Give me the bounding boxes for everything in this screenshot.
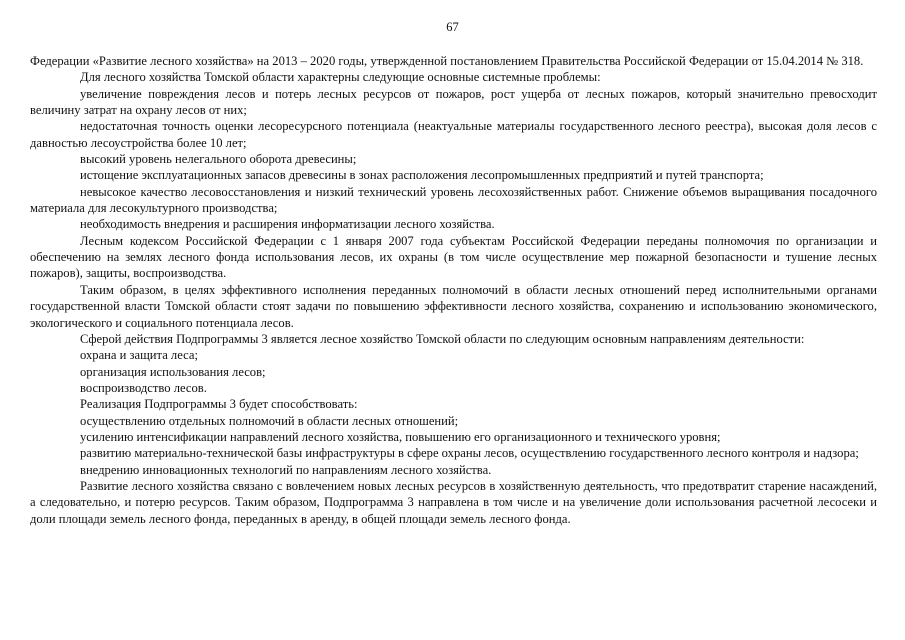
paragraph-forest-code: Лесным кодексом Российской Федерации с 1 января 2007 года субъектам Российской Федерации переданы полномочия по организации и обеспечению на землях лесного фонда использования лесов, их охраны (в том числе осуществление мер пожарной безопасности и тушение лесных пожаров), защиты, воспроизводства. xyxy=(30,233,877,281)
document-body xyxy=(30,53,877,527)
paragraph-continuation: Федерации «Развитие лесного хозяйства» на 2013 – 2020 годы, утвержденной постановлением Правительства Российской Федерации от 15.04.2014 № 318. xyxy=(30,54,864,68)
paragraph-implementation-intro: Реализация Подпрограммы 3 будет способствовать: xyxy=(80,397,358,412)
list-item-effect-intensification: усилению интенсификации направлений лесного хозяйства, повышению его организационного и технического уровня; xyxy=(80,429,721,444)
list-item-effect-innovation: внедрению инновационных технологий по направлениям лесного хозяйства. xyxy=(80,462,492,477)
list-item-direction-reproduction: воспроизводство лесов. xyxy=(80,380,207,395)
list-item-effect-infrastructure: развитию материально-технической базы инфраструктуры в сфере охраны лесов, осуществлению государственного лесного контроля и надзора; xyxy=(80,446,859,461)
list-item-problem-depletion: истощение эксплуатационных запасов древесины в зонах расположения лесопромышленных предприятий и путей транспорта; xyxy=(80,168,764,183)
list-item-problem-fires: увеличение повреждения лесов и потерь лесных ресурсов от пожаров, рост ущерба от лесных пожаров, который значительно превосходит величину затрат на охрану лесов от них; xyxy=(30,86,877,118)
paragraph-tasks: Таким образом, в целях эффективного исполнения переданных полномочий в области лесных отношений перед исполнительными органами государственной власти Томской области стоят задачи по повышению эффективности лесного хозяйства, сохранению и использованию экономического, экологического и социального потенциала лесов. xyxy=(30,282,877,330)
list-item-effect-powers: осуществлению отдельных полномочий в области лесных отношений; xyxy=(80,413,459,428)
list-item-direction-use: организация использования лесов; xyxy=(80,364,266,379)
list-item-problem-reforestation: невысокое качество лесовосстановления и низкий технический уровень лесохозяйственных работ. Снижение объемов выращивания посадочного материала для лесокультурного производства; xyxy=(30,184,877,216)
paragraph-conclusion: Развитие лесного хозяйства связано с вовлечением новых лесных ресурсов в хозяйственную деятельность, что предотвратит старение насаждений, а следовательно, и потерю ресурсов. Таким образом, Подпрограмма 3 направлена в том числе и на увеличение доли использования расчетной лесосеки и доли площади земель лесного фонда, переданных в аренду, в общей площади земель лесного фонда. xyxy=(30,478,877,526)
list-item-problem-illegal-timber: высокий уровень нелегального оборота древесины; xyxy=(80,152,357,167)
paragraph-scope: Сферой действия Подпрограммы 3 является лесное хозяйство Томской области по следующим основным направлениям деятельности: xyxy=(80,331,805,346)
page-number: 67 xyxy=(446,20,459,34)
list-item-problem-assessment: недостаточная точность оценки лесоресурсного потенциала (неактуальные материалы государственного лесного реестра), высокая доля лесов с давностью лесоустройства более 10 лет; xyxy=(30,119,877,150)
paragraph-problems-intro: Для лесного хозяйства Томской области характерны следующие основные системные проблемы: xyxy=(80,70,601,85)
list-item-problem-informatization: необходимость внедрения и расширения информатизации лесного хозяйства. xyxy=(80,217,495,232)
list-item-direction-protection: охрана и защита леса; xyxy=(80,348,198,363)
